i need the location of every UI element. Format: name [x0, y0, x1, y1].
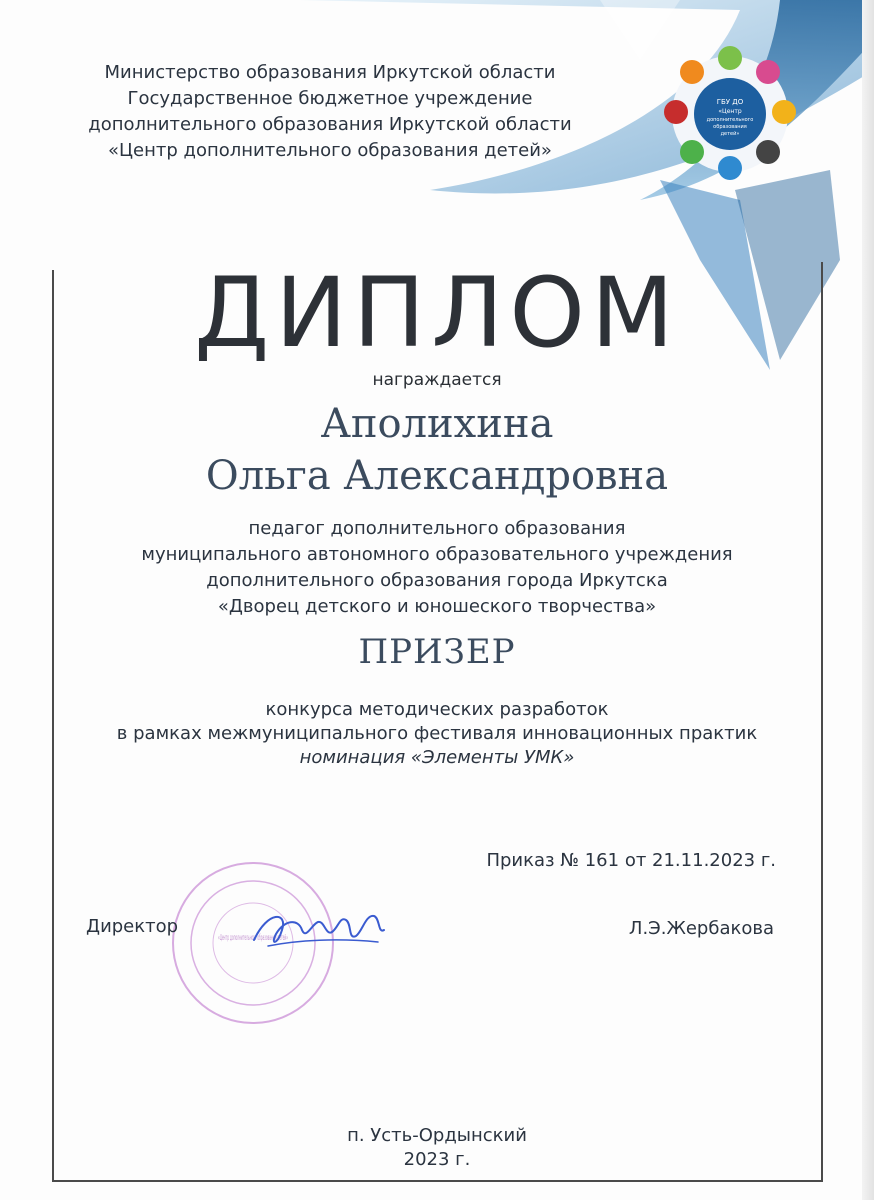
diploma-title: ДИПЛОМ: [194, 257, 680, 369]
director-label: Директор: [86, 916, 179, 937]
handwritten-signature-icon: [248, 900, 388, 960]
contest-line-2: в рамках межмуниципального фестиваля инновационных практик: [116, 723, 758, 744]
order-reference: Приказ № 161 от 21.11.2023 г.: [486, 850, 776, 871]
header-line-2: Государственное бюджетное учреждение: [127, 88, 533, 109]
logo-text-2: «Центр: [718, 108, 742, 115]
stamp-text: «Центр дополнительного образования детей»: [218, 933, 289, 942]
position-line-3: дополнительного образования города Иркутска: [206, 570, 668, 591]
issue-year: 2023 г.: [403, 1149, 471, 1170]
header-line-3: дополнительного образования Иркутской области: [88, 114, 572, 135]
issue-place: [0, 1124, 874, 1172]
contest-line-1: конкурса методических разработок: [265, 699, 609, 720]
recipient-position: [0, 516, 874, 620]
logo-text-4: образования: [713, 124, 747, 130]
header-line-1: Министерство образования Иркутской области: [104, 62, 556, 83]
organization-emblem-icon: [660, 44, 800, 184]
position-line-2: муниципального автономного образовательного учреждения: [141, 544, 733, 565]
awarded-label: награждается: [372, 370, 502, 390]
contest-nomination: номинация «Элементы УМК»: [299, 747, 575, 768]
recipient-given-names: Ольга Александровна: [205, 453, 669, 499]
header-line-4: «Центр дополнительного образования детей»: [108, 140, 552, 161]
place-name: п. Усть-Ордынский: [347, 1125, 527, 1146]
position-line-1: педагог дополнительного образования: [248, 518, 626, 539]
issuer-header: [40, 60, 620, 164]
prize-title: ПРИЗЕР: [358, 632, 516, 672]
recipient-name: [0, 398, 874, 502]
logo-text-1: ГБУ ДО: [716, 98, 744, 106]
position-line-4: «Дворец детского и юношеского творчества»: [217, 596, 657, 617]
logo-text-3: дополнительного: [706, 117, 754, 123]
contest-description: [0, 698, 874, 770]
logo-text-5: детей»: [720, 131, 740, 137]
recipient-surname: Аполихина: [320, 401, 554, 447]
frame-bottom-line: [52, 1180, 822, 1182]
director-name: Л.Э.Жербакова: [628, 918, 774, 939]
